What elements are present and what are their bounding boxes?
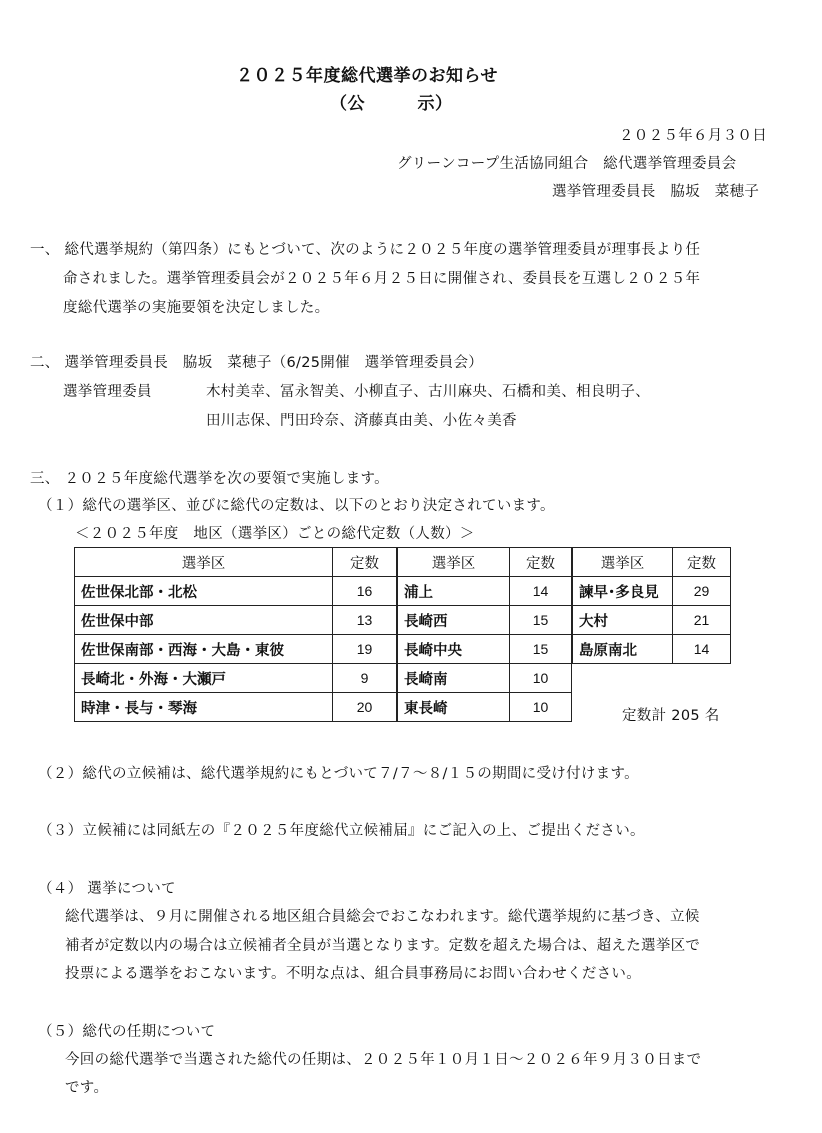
section3-heading: 三、 ２０２５年度総代選挙を次の要領で実施します。 bbox=[30, 471, 389, 487]
item5-line2: です。 bbox=[65, 1080, 109, 1096]
section2-line1: 二、 選挙管理委員長 脇坂 菜穂子（6/25開催 選挙管理委員会） bbox=[30, 355, 484, 371]
district-count: 10 bbox=[510, 664, 572, 693]
column-header-count: 定数 bbox=[510, 548, 572, 577]
district-count: 29 bbox=[673, 577, 731, 606]
district-count: 10 bbox=[510, 693, 572, 722]
issuer-org: グリーンコープ生活協同組合 総代選挙管理委員会 bbox=[397, 156, 737, 172]
item4-line1: 総代選挙は、９月に開催される地区組合員総会でおこなわれます。総代選挙規約に基づき、立候 bbox=[65, 909, 700, 925]
district-count: 15 bbox=[510, 635, 572, 664]
total-count: 定数計 205 名 bbox=[622, 708, 720, 724]
members-label: 選挙管理委員 bbox=[63, 384, 152, 400]
district-count: 9 bbox=[333, 664, 397, 693]
column-header-district: 選挙区 bbox=[75, 548, 333, 577]
district-name: 時津・長与・琴海 bbox=[75, 693, 333, 722]
notice-title: ２０２５年度総代選挙のお知らせ bbox=[236, 66, 498, 86]
column-header-count: 定数 bbox=[673, 548, 731, 577]
item1-text: （１）総代の選挙区、並びに総代の定数は、以下のとおり決定されています。 bbox=[38, 498, 555, 514]
table-row bbox=[573, 577, 731, 606]
members-line2: 田川志保、門田玲奈、済藤真由美、小佐々美香 bbox=[206, 413, 517, 429]
notice-date: ２０２５年６月３０日 bbox=[619, 128, 767, 144]
members-line1: 木村美幸、冨永智美、小柳直子、古川麻央、石橋和美、相良明子、 bbox=[206, 384, 650, 400]
section1-line2: 命されました。選挙管理委員会が２０２５年６月２５日に開催され、委員長を互選し２０２５年 bbox=[63, 271, 701, 287]
district-count: 15 bbox=[510, 606, 572, 635]
district-table-3 bbox=[572, 547, 731, 664]
district-name: 佐世保南部・西海・大島・東彼 bbox=[75, 635, 333, 664]
district-name: 長崎西 bbox=[398, 606, 510, 635]
district-name: 諫早･多良見 bbox=[573, 577, 673, 606]
district-name: 長崎南 bbox=[398, 664, 510, 693]
district-name: 長崎北・外海・大瀬戸 bbox=[75, 664, 333, 693]
table-row bbox=[75, 577, 397, 606]
district-name: 東長崎 bbox=[398, 693, 510, 722]
district-count: 16 bbox=[333, 577, 397, 606]
table-row bbox=[75, 606, 397, 635]
district-count: 19 bbox=[333, 635, 397, 664]
item4-line3: 投票による選挙をおこないます。不明な点は、組合員事務局にお問い合わせください。 bbox=[65, 966, 642, 982]
district-name: 大村 bbox=[573, 606, 673, 635]
district-name: 佐世保北部・北松 bbox=[75, 577, 333, 606]
table-row bbox=[75, 664, 397, 693]
district-name: 佐世保中部 bbox=[75, 606, 333, 635]
district-name: 島原南北 bbox=[573, 635, 673, 664]
table-caption: ＜２０２５年度 地区（選挙区）ごとの総代定数（人数）＞ bbox=[75, 526, 475, 542]
section1-line1: 一、 総代選挙規約（第四条）にもとづいて、次のように２０２５年度の選挙管理委員が理事長より任 bbox=[30, 242, 701, 258]
column-header-count: 定数 bbox=[333, 548, 397, 577]
item3-text: （３）立候補には同紙左の『２０２５年度総代立候補届』にご記入の上、ご提出ください。 bbox=[38, 823, 645, 839]
district-table-1 bbox=[74, 547, 397, 722]
table-row bbox=[398, 577, 572, 606]
district-name: 浦上 bbox=[398, 577, 510, 606]
column-header-district: 選挙区 bbox=[398, 548, 510, 577]
item5-line1: 今回の総代選挙で当選された総代の任期は、２０２５年１０月１日～２０２６年９月３０日まで bbox=[65, 1052, 702, 1068]
district-count: 20 bbox=[333, 693, 397, 722]
issuer-chair: 選挙管理委員長 脇坂 菜穂子 bbox=[552, 184, 760, 200]
district-count: 13 bbox=[333, 606, 397, 635]
table-row bbox=[573, 635, 731, 664]
table-row bbox=[398, 693, 572, 722]
item5-heading: （５）総代の任期について bbox=[38, 1024, 216, 1040]
district-count: 14 bbox=[510, 577, 572, 606]
table-row bbox=[75, 635, 397, 664]
table-row bbox=[573, 606, 731, 635]
district-count: 14 bbox=[673, 635, 731, 664]
table-row bbox=[75, 693, 397, 722]
item4-heading: （４） 選挙について bbox=[38, 881, 176, 897]
column-header-district: 選挙区 bbox=[573, 548, 673, 577]
item4-line2: 補者が定数以内の場合は立候補者全員が当選となります。定数を超えた場合は、超えた選挙区で bbox=[65, 938, 701, 954]
district-table-2 bbox=[397, 547, 572, 722]
item2-text: （２）総代の立候補は、総代選挙規約にもとづいて７/７～８/１５の期間に受け付けます。 bbox=[38, 766, 639, 782]
table-row bbox=[398, 635, 572, 664]
notice-subtitle: （公 示） bbox=[330, 94, 453, 114]
section1-line3: 度総代選挙の実施要領を決定しました。 bbox=[63, 300, 330, 316]
district-name: 長崎中央 bbox=[398, 635, 510, 664]
table-row bbox=[398, 606, 572, 635]
district-count: 21 bbox=[673, 606, 731, 635]
table-row bbox=[398, 664, 572, 693]
